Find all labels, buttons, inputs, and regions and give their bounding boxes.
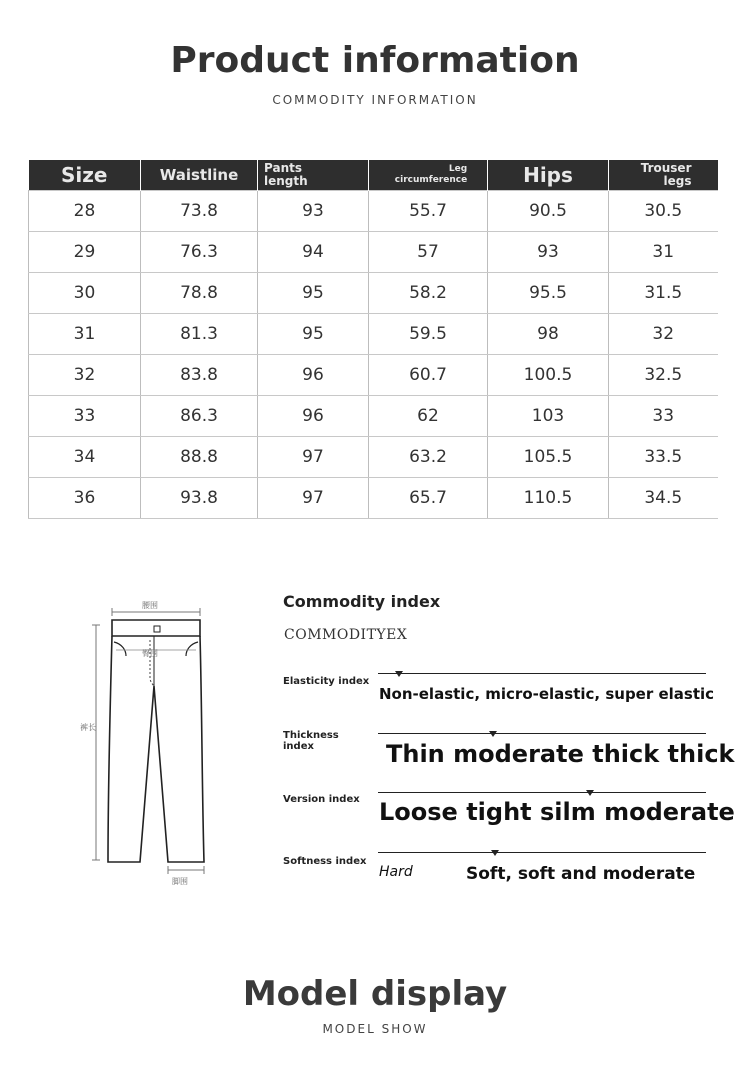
table-cell: 34 <box>29 437 141 478</box>
elasticity-index-label: Elasticity index <box>283 676 370 687</box>
pants-outline-icon <box>78 590 228 890</box>
column-header-label: Waistline <box>159 165 239 184</box>
model-display-subtitle: MODEL SHOW <box>322 1022 428 1036</box>
column-header-label: Hips <box>523 163 573 187</box>
table-cell: 95 <box>258 314 369 355</box>
table-cell: 60.7 <box>369 355 488 396</box>
softness-index-line <box>378 852 706 853</box>
thickness-marker-icon <box>489 731 497 737</box>
table-cell: 31 <box>609 232 718 273</box>
hip-label: 臀围 <box>142 649 158 658</box>
table-cell: 33 <box>609 396 718 437</box>
table-cell: 32.5 <box>609 355 718 396</box>
elasticity-index-line <box>378 673 706 674</box>
table-cell: 73.8 <box>141 191 258 232</box>
softness-index-left: Hard <box>379 864 413 880</box>
table-cell: 105.5 <box>488 437 609 478</box>
softness-index-value: Soft, soft and moderate <box>466 864 696 884</box>
table-cell: 57 <box>369 232 488 273</box>
table-cell: 30 <box>29 273 141 314</box>
table-cell: 33.5 <box>609 437 718 478</box>
table-cell: 62 <box>369 396 488 437</box>
column-header-leg-circumference <box>369 160 488 191</box>
table-cell: 95.5 <box>488 273 609 314</box>
table-cell: 31 <box>29 314 141 355</box>
size-table-body <box>29 191 718 519</box>
size-table <box>28 160 718 519</box>
table-cell: 83.8 <box>141 355 258 396</box>
table-cell: 30.5 <box>609 191 718 232</box>
softness-marker-icon <box>491 850 499 856</box>
table-cell: 58.2 <box>369 273 488 314</box>
commodity-index-title: Commodity index <box>283 592 441 611</box>
version-index-label: Version index <box>283 794 360 805</box>
table-cell: 63.2 <box>369 437 488 478</box>
column-header-trouser-legs <box>609 160 718 191</box>
thickness-index-value: Thin moderate thick thick <box>386 740 735 768</box>
column-header-label: Pants length <box>264 161 308 188</box>
table-row <box>29 232 718 273</box>
table-row <box>29 437 718 478</box>
version-index-line <box>378 792 706 793</box>
table-cell: 55.7 <box>369 191 488 232</box>
table-cell: 93.8 <box>141 478 258 519</box>
version-marker-icon <box>586 790 594 796</box>
page-subtitle: COMMODITY INFORMATION <box>272 93 478 107</box>
table-cell: 110.5 <box>488 478 609 519</box>
table-cell: 97 <box>258 437 369 478</box>
column-header-hips <box>488 160 609 191</box>
waist-label: 腰围 <box>142 601 158 610</box>
table-cell: 36 <box>29 478 141 519</box>
table-row <box>29 314 718 355</box>
table-cell: 29 <box>29 232 141 273</box>
table-cell: 98 <box>488 314 609 355</box>
version-index-value: Loose tight silm moderate <box>379 798 735 826</box>
table-row <box>29 478 718 519</box>
table-cell: 65.7 <box>369 478 488 519</box>
table-cell: 96 <box>258 396 369 437</box>
thickness-index-label: Thickness index <box>283 730 339 752</box>
table-cell: 78.8 <box>141 273 258 314</box>
table-cell: 97 <box>258 478 369 519</box>
table-cell: 59.5 <box>369 314 488 355</box>
table-cell: 90.5 <box>488 191 609 232</box>
table-cell: 86.3 <box>141 396 258 437</box>
table-cell: 28 <box>29 191 141 232</box>
column-header-pants-length <box>258 160 369 191</box>
table-row <box>29 396 718 437</box>
table-cell: 93 <box>258 191 369 232</box>
page-title: Product information <box>170 40 580 81</box>
elasticity-index-value: Non-elastic, micro-elastic, super elastic <box>379 685 715 703</box>
size-table-header <box>29 160 718 191</box>
table-row <box>29 355 718 396</box>
thickness-index-line <box>378 733 706 734</box>
commodity-index-subtitle: COMMODITYEX <box>284 627 408 643</box>
table-cell: 94 <box>258 232 369 273</box>
pants-diagram <box>78 590 228 890</box>
column-header-size <box>29 160 141 191</box>
table-cell: 96 <box>258 355 369 396</box>
table-cell: 103 <box>488 396 609 437</box>
table-cell: 93 <box>488 232 609 273</box>
column-header-label: Trouser legs <box>640 161 692 188</box>
table-cell: 31.5 <box>609 273 718 314</box>
elasticity-marker-icon <box>395 671 403 677</box>
length-label: 裤长 <box>80 723 96 732</box>
column-header-label: Leg circumference <box>394 164 468 185</box>
table-cell: 88.8 <box>141 437 258 478</box>
hem-label: 脚围 <box>172 877 188 886</box>
softness-index-label: Softness index <box>283 856 367 867</box>
column-header-label: Size <box>61 163 108 187</box>
table-row <box>29 273 718 314</box>
model-display-title: Model display <box>242 974 508 1014</box>
table-cell: 95 <box>258 273 369 314</box>
table-cell: 100.5 <box>488 355 609 396</box>
table-cell: 33 <box>29 396 141 437</box>
column-header-waistline <box>141 160 258 191</box>
table-cell: 34.5 <box>609 478 718 519</box>
table-cell: 32 <box>29 355 141 396</box>
table-row <box>29 191 718 232</box>
table-cell: 81.3 <box>141 314 258 355</box>
table-cell: 76.3 <box>141 232 258 273</box>
table-cell: 32 <box>609 314 718 355</box>
